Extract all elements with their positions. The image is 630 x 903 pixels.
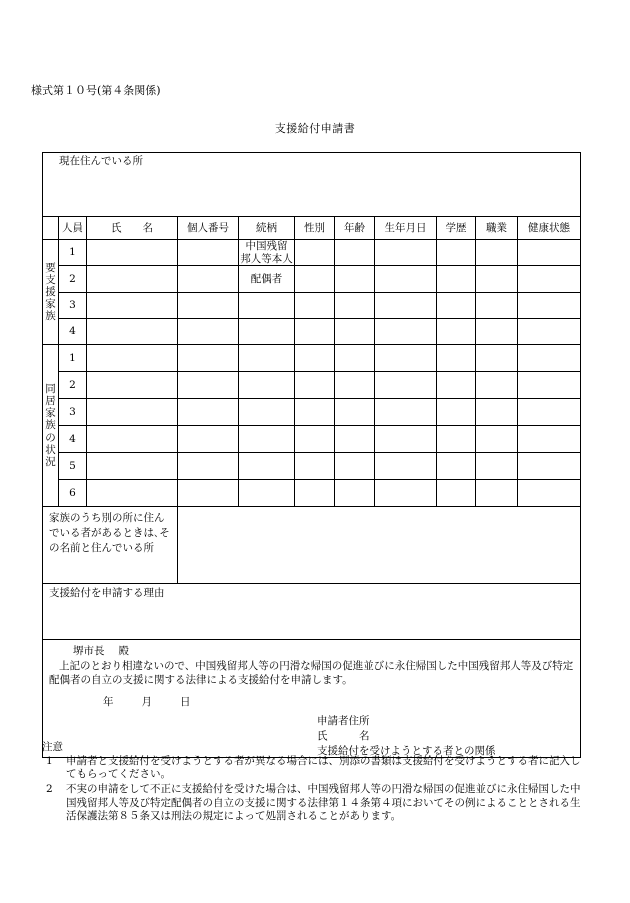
education-cell[interactable] — [437, 266, 476, 293]
name-cell[interactable] — [87, 319, 178, 345]
other-residence-row — [43, 507, 581, 584]
education-cell[interactable] — [437, 372, 476, 399]
personal-number-cell[interactable] — [178, 372, 239, 399]
age-cell[interactable] — [335, 345, 375, 372]
header-health: 健康状態 — [518, 217, 581, 240]
age-cell[interactable] — [335, 480, 375, 507]
birthdate-cell[interactable] — [375, 293, 437, 319]
header-sex: 性別 — [295, 217, 335, 240]
relation-cell[interactable] — [239, 480, 295, 507]
age-cell[interactable] — [335, 319, 375, 345]
health-cell[interactable] — [518, 480, 581, 507]
education-cell[interactable] — [437, 319, 476, 345]
health-cell[interactable] — [518, 345, 581, 372]
birthdate-cell[interactable] — [375, 319, 437, 345]
notes-section — [42, 741, 587, 825]
occupation-cell[interactable] — [476, 399, 518, 426]
occupation-cell[interactable] — [476, 266, 518, 293]
note-number: 2 — [46, 783, 53, 796]
education-cell[interactable] — [437, 426, 476, 453]
personal-number-cell[interactable] — [178, 240, 239, 266]
personal-number-cell[interactable] — [178, 266, 239, 293]
name-cell[interactable] — [87, 399, 178, 426]
reason-cell[interactable] — [43, 584, 581, 640]
row-number: 2 — [59, 266, 87, 293]
age-cell[interactable] — [335, 293, 375, 319]
personal-number-cell[interactable] — [178, 453, 239, 480]
education-cell[interactable] — [437, 293, 476, 319]
sex-cell[interactable] — [295, 293, 335, 319]
header-occupation: 職業 — [476, 217, 518, 240]
reason-row — [43, 584, 581, 640]
relation-cell[interactable] — [239, 293, 295, 319]
sex-cell[interactable] — [295, 453, 335, 480]
name-cell[interactable] — [87, 372, 178, 399]
row-number: 5 — [59, 453, 87, 480]
personal-number-cell[interactable] — [178, 319, 239, 345]
sex-cell[interactable] — [295, 345, 335, 372]
education-cell[interactable] — [437, 453, 476, 480]
age-cell[interactable] — [335, 266, 375, 293]
age-cell[interactable] — [335, 426, 375, 453]
sex-cell[interactable] — [295, 372, 335, 399]
personal-number-cell[interactable] — [178, 426, 239, 453]
header-personal-number: 個人番号 — [178, 217, 239, 240]
row-number: 1 — [59, 240, 87, 266]
application-date[interactable]: 年 月 日 — [103, 696, 191, 708]
declaration-text: 上記のとおり相違ないので、中国残留邦人等の円滑な帰国の促進並びに永住帰国した中国残留邦人等及び特定配偶者の自立の支援に関する法律による支援給付を申請します。 — [49, 660, 574, 687]
education-cell[interactable] — [437, 399, 476, 426]
relation-cell[interactable]: 配偶者 — [239, 266, 295, 293]
birthdate-cell[interactable] — [375, 345, 437, 372]
age-cell[interactable] — [335, 399, 375, 426]
age-cell[interactable] — [335, 372, 375, 399]
table-row — [43, 372, 581, 399]
row-number: 3 — [59, 399, 87, 426]
table-row — [43, 345, 581, 372]
header-birthdate: 生年月日 — [375, 217, 437, 240]
cohabiting-family-label: 同 居 家 族 の 状 況 — [43, 345, 59, 507]
education-cell[interactable] — [437, 240, 476, 266]
header-blank — [43, 217, 59, 240]
occupation-cell[interactable] — [476, 372, 518, 399]
occupation-cell[interactable] — [476, 453, 518, 480]
relation-cell[interactable]: 中国残留 邦人等本人 — [240, 240, 293, 265]
health-cell[interactable] — [518, 453, 581, 480]
notes-heading: 注意 — [42, 741, 63, 753]
education-cell[interactable] — [437, 480, 476, 507]
table-row — [43, 426, 581, 453]
age-cell[interactable] — [335, 453, 375, 480]
table-row — [43, 399, 581, 426]
name-cell[interactable] — [87, 453, 178, 480]
addressee: 堺市長 殿 — [73, 645, 129, 657]
table-row — [43, 480, 581, 507]
occupation-cell[interactable] — [476, 345, 518, 372]
health-cell[interactable] — [518, 426, 581, 453]
personal-number-cell[interactable] — [178, 480, 239, 507]
birthdate-cell[interactable] — [375, 266, 437, 293]
note-item — [42, 783, 587, 822]
form-title: 支援給付申請書 — [274, 122, 356, 135]
header-age: 年齢 — [335, 217, 375, 240]
occupation-cell[interactable] — [476, 293, 518, 319]
name-cell[interactable] — [87, 345, 178, 372]
row-number: 4 — [59, 319, 87, 345]
other-residence-input[interactable] — [178, 507, 581, 584]
name-cell[interactable] — [87, 426, 178, 453]
application-table — [42, 152, 581, 758]
sex-cell[interactable] — [295, 319, 335, 345]
note-text: 不実の申請をして不正に支援給付を受けた場合は、中国残留邦人等の円滑な帰国の促進並びに永住帰国した中国残留邦人等及び特定配偶者の自立の支援に関する法律第１４条第４項においてその例によることとされる生活保護法第８５条又は刑法の規定によって処罰されることがあります。 — [66, 783, 581, 822]
personal-number-cell[interactable] — [178, 293, 239, 319]
note-item — [42, 755, 587, 781]
health-cell[interactable] — [518, 372, 581, 399]
header-education: 学歴 — [437, 217, 476, 240]
declaration-cell — [43, 640, 581, 758]
relation-cell[interactable] — [239, 399, 295, 426]
table-row — [43, 240, 581, 266]
note-number: 1 — [46, 755, 53, 768]
sex-cell[interactable] — [295, 426, 335, 453]
table-row — [43, 266, 581, 293]
row-number: 1 — [59, 345, 87, 372]
reason-label: 支援給付を申請する理由 — [49, 587, 165, 599]
row-number: 2 — [59, 372, 87, 399]
birthdate-cell[interactable] — [375, 399, 437, 426]
declaration-row — [43, 640, 581, 758]
sex-cell[interactable] — [295, 266, 335, 293]
note-text: 申請者と支援給付を受けようとする者が異なる場合には、別添の書類は支援給付を受けようとする者に記入してもらってください。 — [66, 755, 581, 781]
header-count: 人員 — [59, 217, 87, 240]
header-name: 氏 名 — [87, 217, 178, 240]
birthdate-cell[interactable] — [375, 372, 437, 399]
other-residence-label: 家族のうち別の所に住んでいる者があるときは､その名前と住んでいる所 — [43, 507, 178, 584]
column-header-row — [43, 217, 581, 240]
occupation-cell[interactable] — [476, 240, 518, 266]
health-cell[interactable] — [518, 240, 581, 266]
birthdate-cell[interactable] — [375, 240, 437, 266]
sex-cell[interactable] — [295, 399, 335, 426]
personal-number-cell[interactable] — [178, 345, 239, 372]
current-address-cell[interactable] — [43, 153, 581, 217]
relation-cell[interactable] — [239, 453, 295, 480]
applicant-name-label[interactable]: 氏 名 — [317, 730, 370, 743]
table-row — [43, 293, 581, 319]
row-number: 6 — [59, 480, 87, 507]
birthdate-cell[interactable] — [375, 426, 437, 453]
row-number: 4 — [59, 426, 87, 453]
occupation-cell[interactable] — [476, 319, 518, 345]
row-number: 3 — [59, 293, 87, 319]
relation-cell[interactable] — [239, 345, 295, 372]
occupation-cell[interactable] — [476, 480, 518, 507]
health-cell[interactable] — [518, 266, 581, 293]
applicant-relationship-label[interactable]: 支援給付を受けようとする者との関係 — [317, 745, 496, 758]
health-cell[interactable] — [518, 399, 581, 426]
birthdate-cell[interactable] — [375, 453, 437, 480]
name-cell[interactable] — [87, 480, 178, 507]
current-address-label: 現在住んでいる所 — [59, 155, 143, 167]
relation-cell[interactable] — [239, 426, 295, 453]
applicant-address-label[interactable]: 申請者住所 — [317, 715, 370, 727]
health-cell[interactable] — [518, 319, 581, 345]
sex-cell[interactable] — [295, 480, 335, 507]
occupation-cell[interactable] — [476, 426, 518, 453]
support-family-label: 要 支 援 家 族 — [43, 240, 59, 345]
table-row — [43, 319, 581, 345]
age-cell[interactable] — [335, 240, 375, 266]
education-cell[interactable] — [437, 345, 476, 372]
sex-cell[interactable] — [295, 240, 335, 266]
name-cell[interactable] — [87, 266, 178, 293]
header-relation: 続柄 — [239, 217, 295, 240]
birthdate-cell[interactable] — [375, 480, 437, 507]
name-cell[interactable] — [87, 240, 178, 266]
table-row — [43, 453, 581, 480]
relation-cell[interactable] — [239, 372, 295, 399]
relation-cell[interactable] — [239, 319, 295, 345]
health-cell[interactable] — [518, 293, 581, 319]
form-number: 様式第１０号(第４条関係) — [31, 84, 161, 97]
personal-number-cell[interactable] — [178, 399, 239, 426]
name-cell[interactable] — [87, 293, 178, 319]
